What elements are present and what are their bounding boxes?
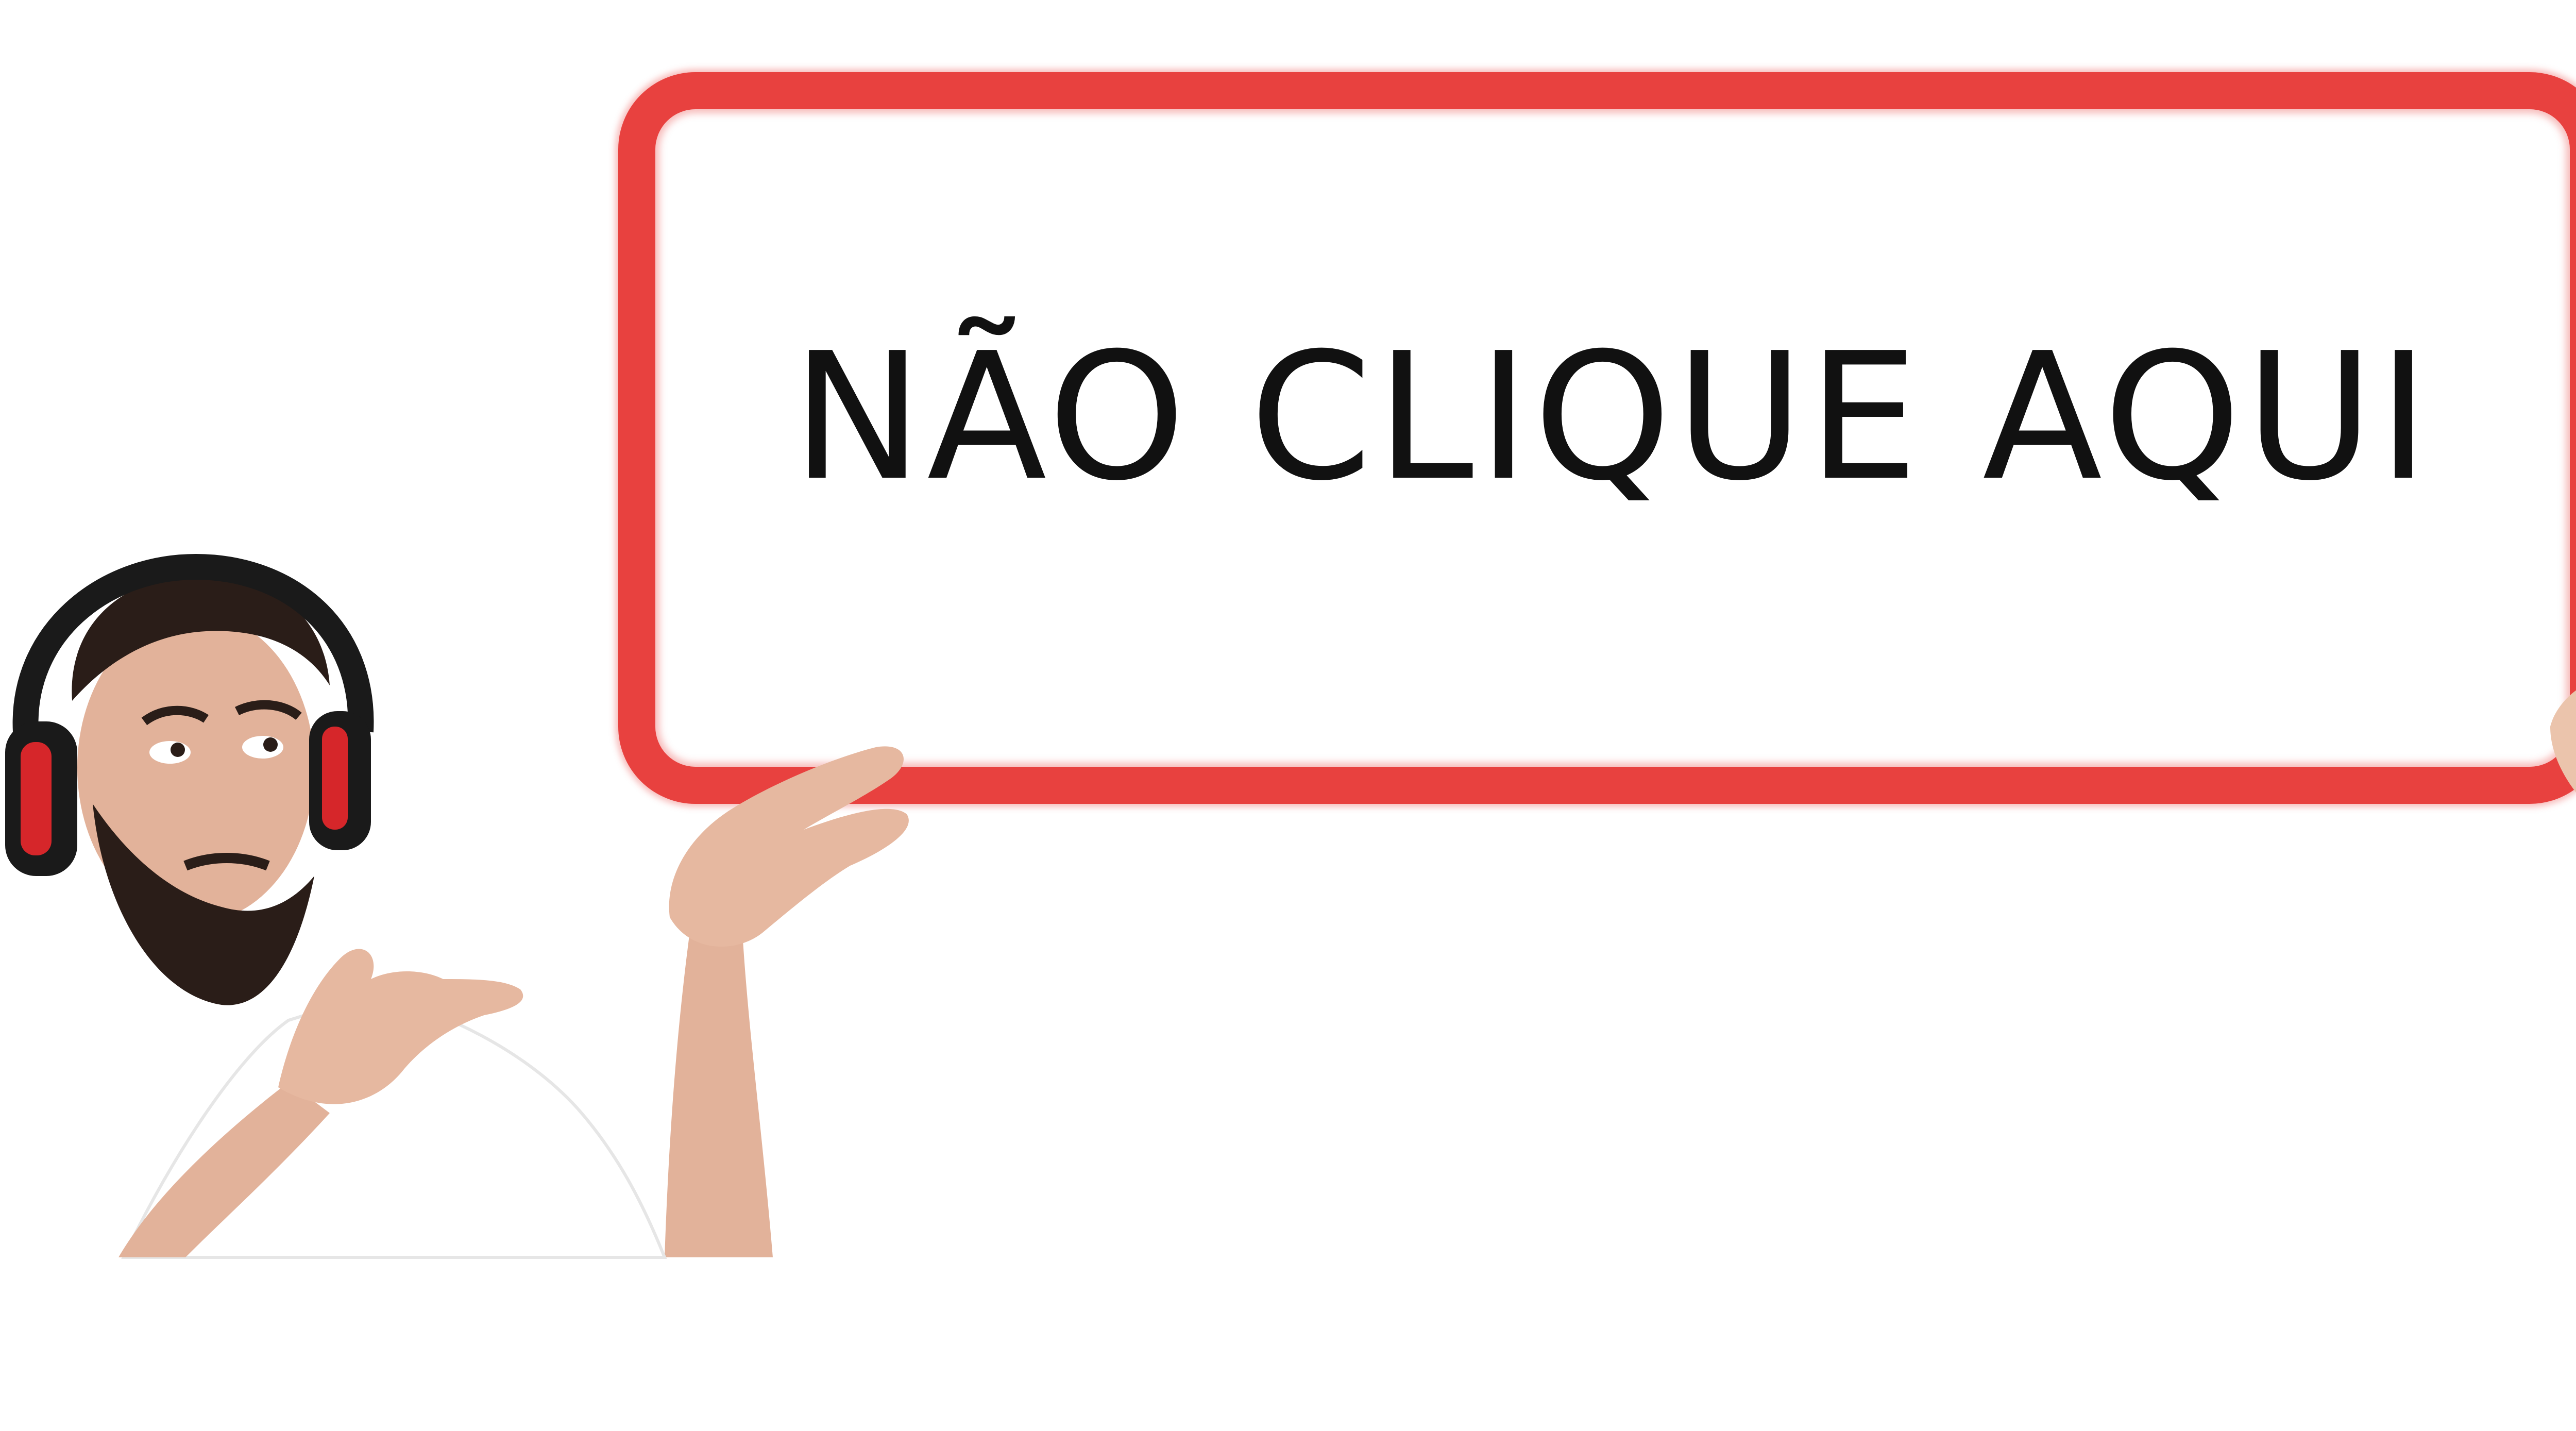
sign-label: NÃO CLIQUE AQUI bbox=[791, 315, 2434, 519]
do-not-click-sign[interactable] bbox=[618, 72, 2576, 804]
